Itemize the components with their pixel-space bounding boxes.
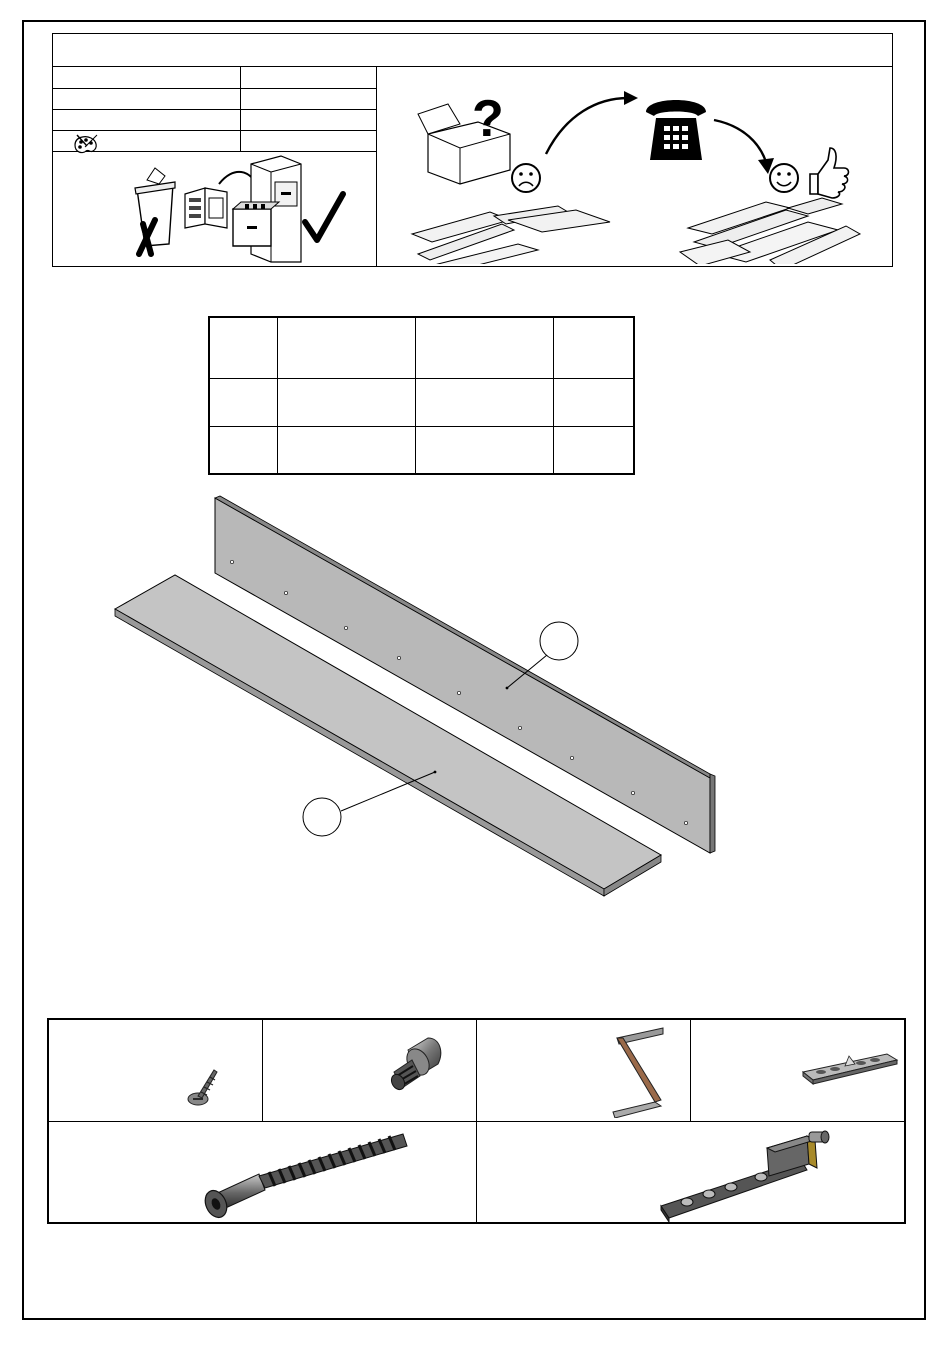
info-label bbox=[53, 67, 240, 88]
info-row bbox=[53, 109, 377, 130]
parts-cell-name bbox=[277, 426, 415, 474]
parts-cell-qty bbox=[553, 426, 634, 474]
palette-icon bbox=[71, 133, 101, 157]
parts-header-dimensions bbox=[415, 317, 553, 378]
parts-header-qty bbox=[553, 317, 634, 378]
parts-cell-dimensions bbox=[415, 426, 553, 474]
parts-cell-qty bbox=[553, 378, 634, 426]
info-row bbox=[53, 130, 377, 151]
parts-cell-no bbox=[209, 378, 277, 426]
svg-text:?: ? bbox=[472, 90, 504, 148]
hardware-cell bbox=[691, 1020, 904, 1121]
info-value bbox=[240, 88, 377, 109]
info-row bbox=[53, 67, 377, 88]
screw-icon bbox=[184, 1064, 224, 1110]
info-label bbox=[53, 88, 240, 109]
inspect-parts-icon bbox=[398, 74, 878, 264]
panels-drawing bbox=[110, 495, 730, 905]
parts-header-name bbox=[277, 317, 415, 378]
header-divider bbox=[376, 67, 377, 267]
hardware-cell bbox=[49, 1020, 262, 1121]
header-title bbox=[53, 34, 892, 67]
info-row bbox=[53, 88, 377, 109]
hardware-cell bbox=[477, 1020, 690, 1121]
hardware-cell bbox=[49, 1122, 476, 1222]
parts-table bbox=[208, 316, 635, 475]
hardware-cell bbox=[477, 1122, 904, 1222]
long-screw-icon bbox=[199, 1130, 419, 1222]
info-table bbox=[53, 67, 377, 152]
hinge-pin-icon bbox=[657, 1126, 837, 1222]
header-box bbox=[52, 33, 893, 267]
cam-bolt-icon bbox=[378, 1032, 448, 1106]
parts-cell-dimensions bbox=[415, 378, 553, 426]
allen-key-icon bbox=[605, 1022, 675, 1118]
hardware-box bbox=[47, 1018, 906, 1224]
info-value bbox=[240, 130, 377, 151]
table-row bbox=[209, 378, 634, 426]
keep-instructions-icon bbox=[133, 154, 373, 264]
info-value bbox=[240, 109, 377, 130]
info-value bbox=[240, 67, 377, 88]
connector-plate-icon bbox=[799, 1042, 899, 1092]
table-row bbox=[209, 426, 634, 474]
parts-cell-name bbox=[277, 378, 415, 426]
parts-table-header-row bbox=[209, 317, 634, 378]
parts-cell-no bbox=[209, 426, 277, 474]
parts-header-no bbox=[209, 317, 277, 378]
hardware-cell bbox=[263, 1020, 476, 1121]
info-label bbox=[53, 109, 240, 130]
